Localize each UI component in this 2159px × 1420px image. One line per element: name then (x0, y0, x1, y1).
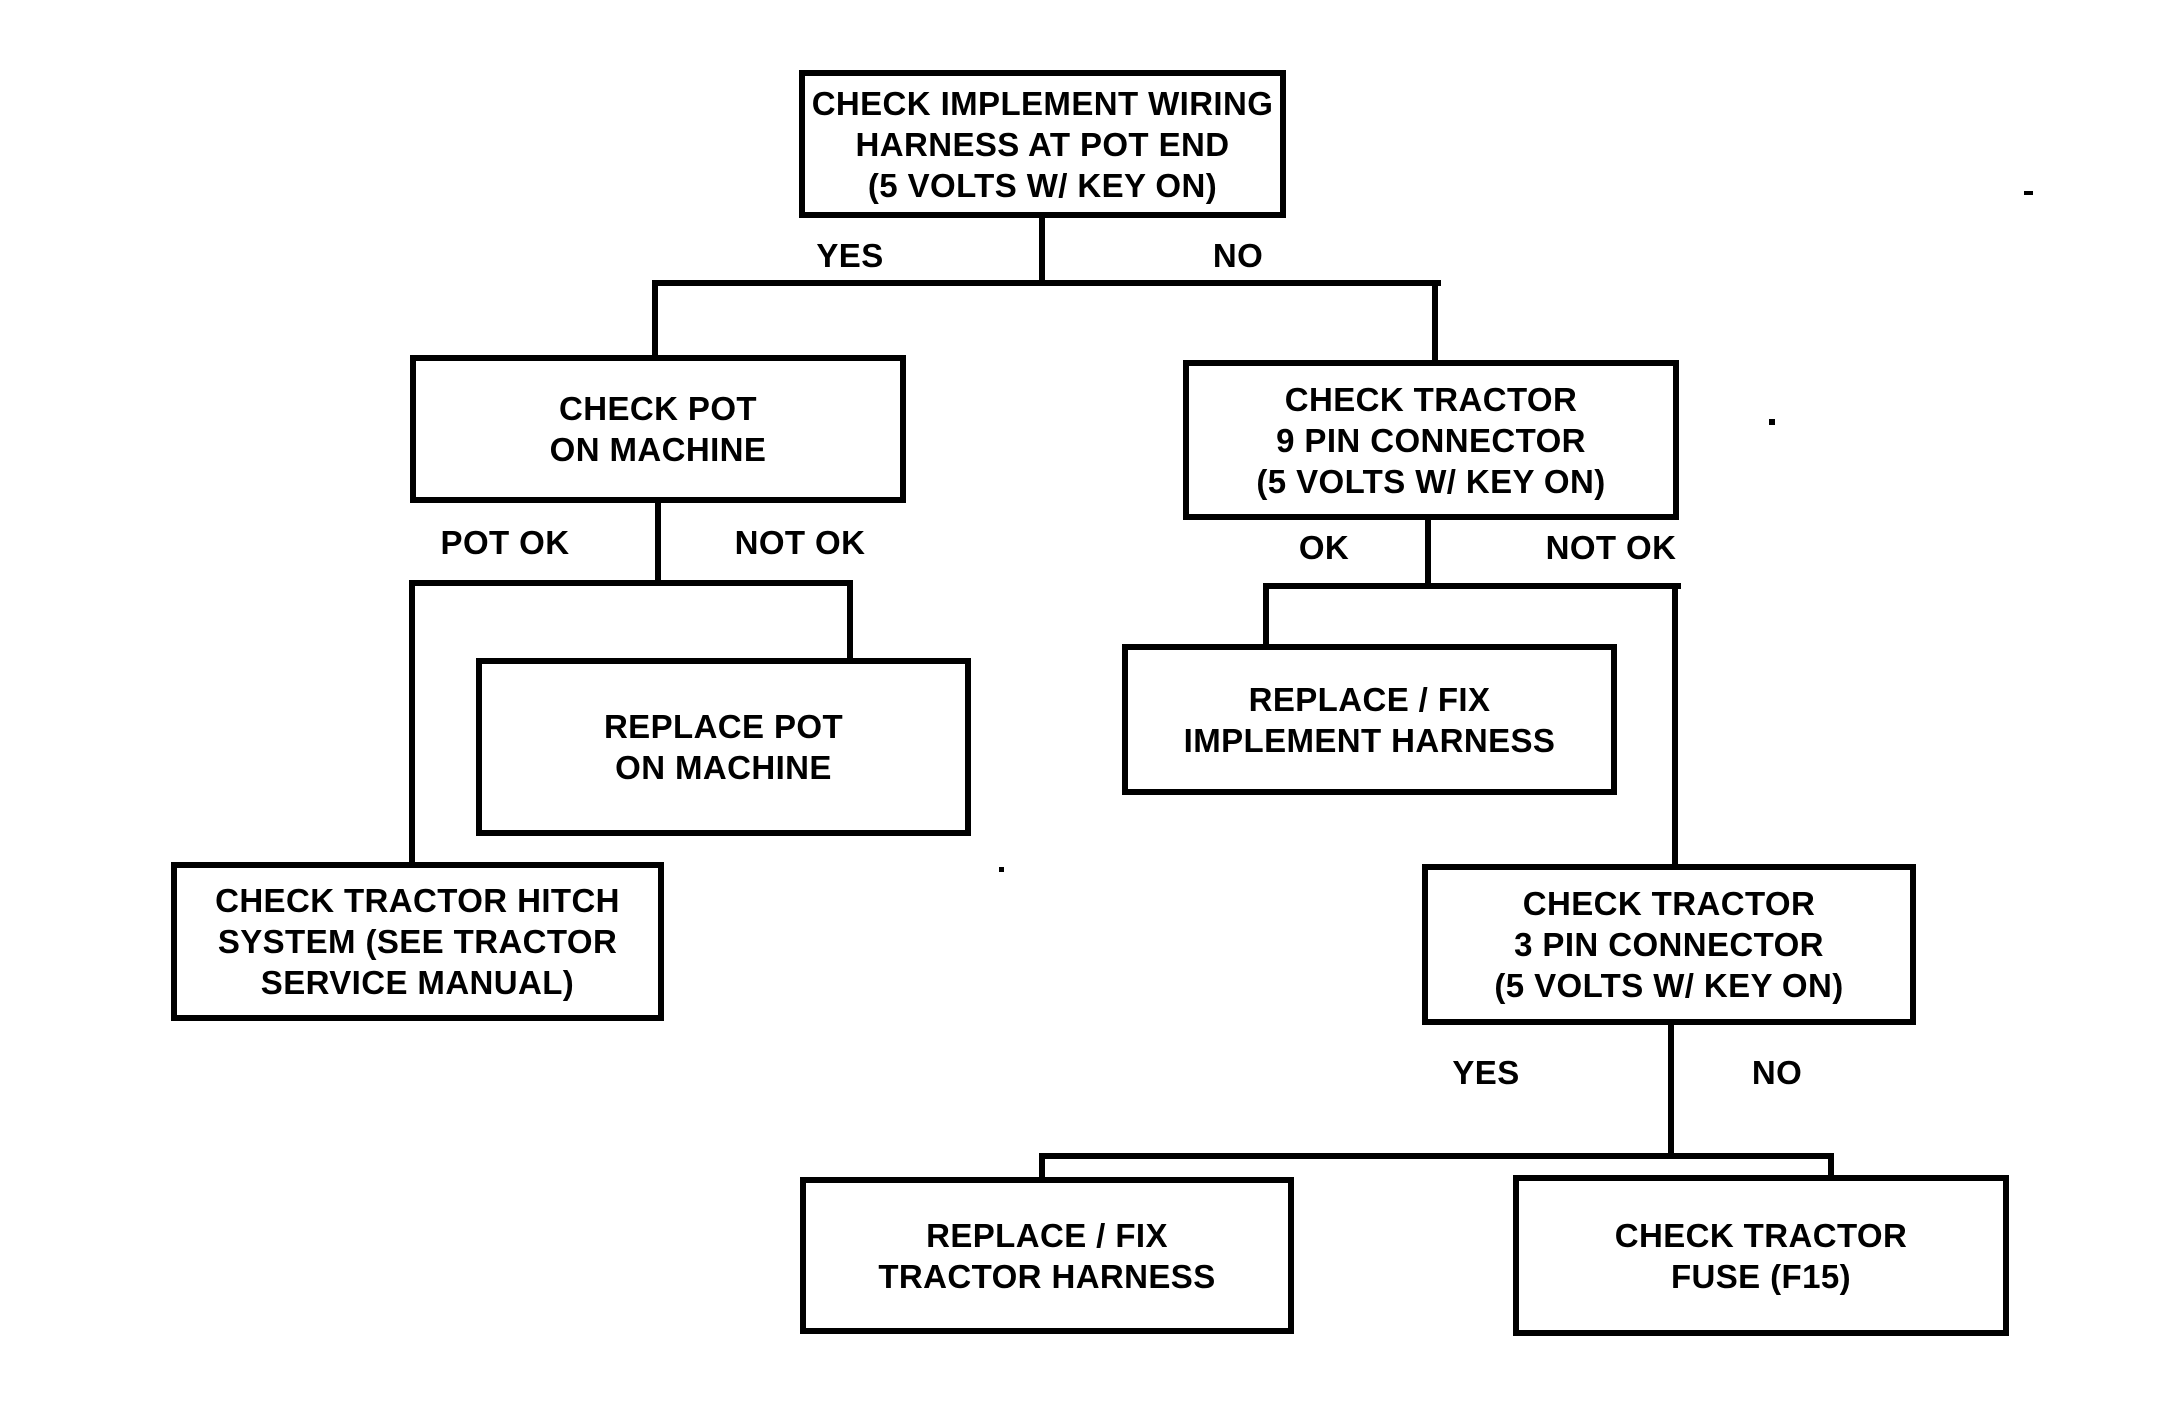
node-text-line: CHECK TRACTOR (1284, 380, 1578, 418)
node-text-line: (5 VOLTS W/ KEY ON) (867, 166, 1218, 204)
node-text-line: 3 PIN CONNECTOR (1514, 926, 1824, 963)
edge-label-no: NO (1212, 237, 1264, 274)
node-text-line: CHECK POT (559, 390, 757, 427)
node-text-line: ON MACHINE (615, 749, 832, 786)
node-text-line: ON MACHINE (549, 431, 767, 468)
connector-ok-drop (1263, 583, 1269, 650)
connector-yes-no-branch-2 (1039, 1153, 1834, 1159)
node-text-line: REPLACE POT (603, 708, 844, 745)
connector-not-ok-drop (1672, 583, 1678, 870)
edge-label-pot-ok: POT OK (440, 524, 570, 561)
node-text-line: TRACTOR HARNESS (878, 1257, 1216, 1295)
connector-ok-not-ok-branch (1263, 583, 1681, 589)
connector-3-pin-stem (1668, 1025, 1674, 1159)
node-replace-fix-implement-harness (1122, 644, 1617, 795)
node-check-implement-wiring (799, 70, 1286, 218)
connector-no-drop (1432, 280, 1438, 366)
edge-label-not-ok: NOT OK (1545, 529, 1677, 566)
node-text-line: CHECK TRACTOR (1522, 885, 1816, 922)
node-text-line: 9 PIN CONNECTOR (1276, 421, 1586, 459)
connector-top-stem (1039, 218, 1045, 286)
node-check-tractor-hitch (171, 862, 664, 1021)
edge-label-yes-2: YES (1452, 1054, 1520, 1091)
node-check-pot-on-machine (410, 355, 906, 503)
node-replace-pot-on-machine (476, 658, 971, 836)
scan-speck (999, 867, 1004, 872)
node-check-tractor-3-pin (1422, 864, 1916, 1025)
scan-speck (1769, 419, 1775, 425)
edge-label-ok: OK (1298, 529, 1350, 566)
node-text-line: REPLACE / FIX (1248, 680, 1491, 718)
node-text-line: CHECK TRACTOR (1614, 1216, 1908, 1254)
node-check-tractor-fuse (1513, 1175, 2009, 1336)
connector-yes-drop (652, 280, 658, 360)
connector-yes-no-branch (652, 280, 1441, 286)
node-text-line: FUSE (F15) (1670, 1257, 1852, 1295)
node-text-line: (5 VOLTS W/ KEY ON) (1256, 462, 1606, 500)
node-text-line: CHECK TRACTOR HITCH (215, 882, 620, 919)
scan-speck (2024, 191, 2033, 195)
connector-check-pot-stem (655, 503, 661, 586)
node-check-tractor-9-pin (1183, 360, 1679, 520)
node-text-line: IMPLEMENT HARNESS (1183, 721, 1556, 759)
connector-9-pin-stem (1425, 520, 1431, 589)
connector-pot-not-ok-drop (847, 580, 853, 664)
node-text-line: REPLACE / FIX (926, 1216, 1168, 1254)
connector-pot-ok-branch (409, 580, 853, 586)
node-text-line: CHECK IMPLEMENT WIRING (811, 84, 1274, 122)
connector-pot-ok-drop (409, 580, 415, 868)
node-text-line: SERVICE MANUAL) (260, 964, 575, 1001)
node-replace-fix-tractor-harness (800, 1177, 1294, 1334)
edge-label-pot-not-ok: NOT OK (734, 524, 866, 561)
node-text-line: SYSTEM (SEE TRACTOR (217, 923, 618, 960)
node-text-line: (5 VOLTS W/ KEY ON) (1494, 967, 1844, 1004)
edge-label-yes: YES (816, 237, 884, 274)
edge-label-no-2: NO (1751, 1054, 1803, 1091)
node-text-line: HARNESS AT POT END (855, 125, 1230, 163)
